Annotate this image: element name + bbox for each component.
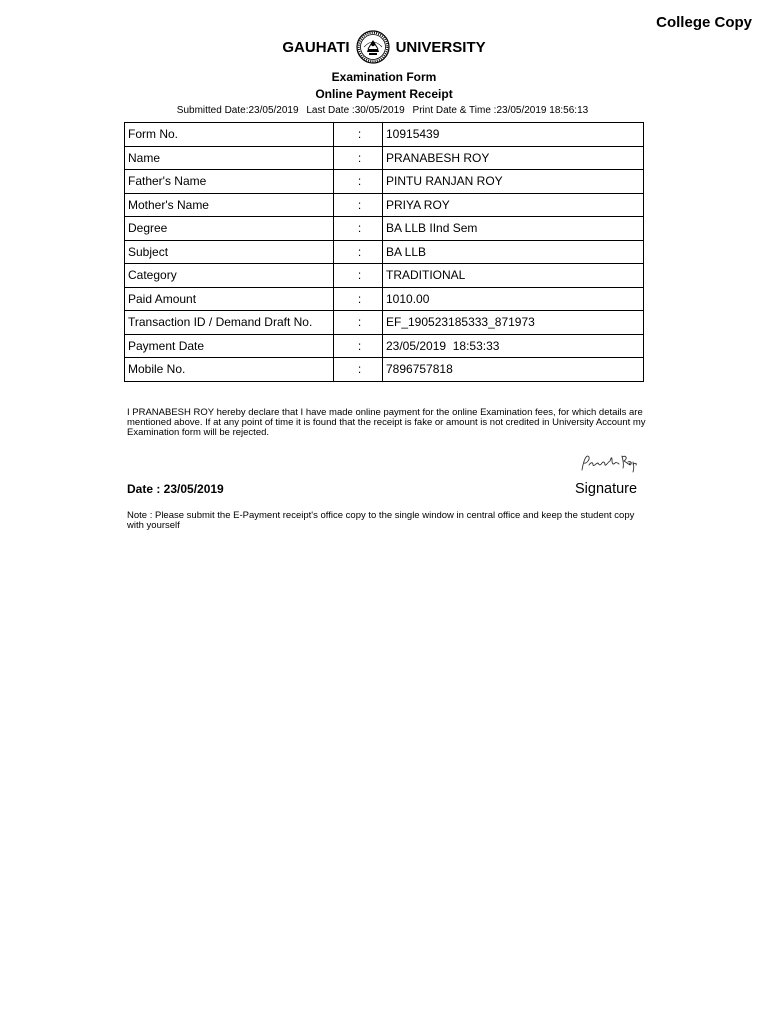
last-date: Last Date :30/05/2019 [306, 105, 405, 116]
field-value: 1010.00 [383, 287, 644, 311]
field-value: BA LLB [383, 240, 644, 264]
copy-label: College Copy [656, 14, 752, 31]
date-line: Date : 23/05/2019 [127, 482, 224, 496]
field-colon: : [334, 217, 383, 241]
table-row [125, 311, 644, 335]
signature-label: Signature [575, 481, 638, 497]
field-colon: : [334, 287, 383, 311]
field-colon: : [334, 123, 383, 147]
field-label: Name [125, 146, 334, 170]
field-colon: : [334, 264, 383, 288]
field-label: Subject [125, 240, 334, 264]
field-label: Payment Date [125, 334, 334, 358]
submitted-date: Submitted Date:23/05/2019 [176, 105, 299, 116]
table-row [125, 334, 644, 358]
print-date-time: Print Date & Time :23/05/2019 18:56:13 [412, 105, 589, 116]
university-header [0, 30, 768, 64]
field-label: Paid Amount [125, 287, 334, 311]
table-row [125, 240, 644, 264]
field-colon: : [334, 311, 383, 335]
table-row [125, 264, 644, 288]
table-row [125, 193, 644, 217]
note-text: Note : Please submit the E-Payment receipt's office copy to the single window in central office and keep the student copy with yourself [127, 510, 635, 531]
field-colon: : [334, 170, 383, 194]
table-row [125, 146, 644, 170]
field-value: 10915439 [383, 123, 644, 147]
field-value: 7896757818 [383, 358, 644, 382]
field-value: EF_190523185333_871973 [383, 311, 644, 335]
field-label: Transaction ID / Demand Draft No. [125, 311, 334, 335]
dates-line [0, 105, 768, 116]
table-row [125, 287, 644, 311]
details-table [124, 122, 644, 382]
university-name-left: GAUHATI [282, 38, 350, 56]
field-value: 23/05/2019 18:53:33 [383, 334, 644, 358]
receipt-title: Online Payment Receipt [315, 87, 453, 101]
field-colon: : [334, 334, 383, 358]
field-label: Form No. [125, 123, 334, 147]
field-label: Mobile No. [125, 358, 334, 382]
field-value: BA LLB IInd Sem [383, 217, 644, 241]
field-label: Category [125, 264, 334, 288]
university-seal-icon [356, 30, 390, 64]
declaration-text: I PRANABESH ROY hereby declare that I have made online payment for the online Examination fees, for which details are mentioned above. If at any point of time it is found that the receipt is fake or amount is not credited in University Account my Examination form will be rejected. [127, 407, 646, 438]
field-colon: : [334, 193, 383, 217]
handwritten-signature [578, 448, 638, 476]
table-row [125, 358, 644, 382]
field-label: Father's Name [125, 170, 334, 194]
table-row [125, 170, 644, 194]
field-label: Degree [125, 217, 334, 241]
field-colon: : [334, 240, 383, 264]
table-row [125, 217, 644, 241]
table-row [125, 123, 644, 147]
field-value: PRIYA ROY [383, 193, 644, 217]
field-colon: : [334, 358, 383, 382]
field-value: PINTU RANJAN ROY [383, 170, 644, 194]
field-value: TRADITIONAL [383, 264, 644, 288]
form-title: Examination Form [331, 70, 437, 84]
field-colon: : [334, 146, 383, 170]
field-label: Mother's Name [125, 193, 334, 217]
field-value: PRANABESH ROY [383, 146, 644, 170]
university-name-right: UNIVERSITY [395, 38, 486, 56]
